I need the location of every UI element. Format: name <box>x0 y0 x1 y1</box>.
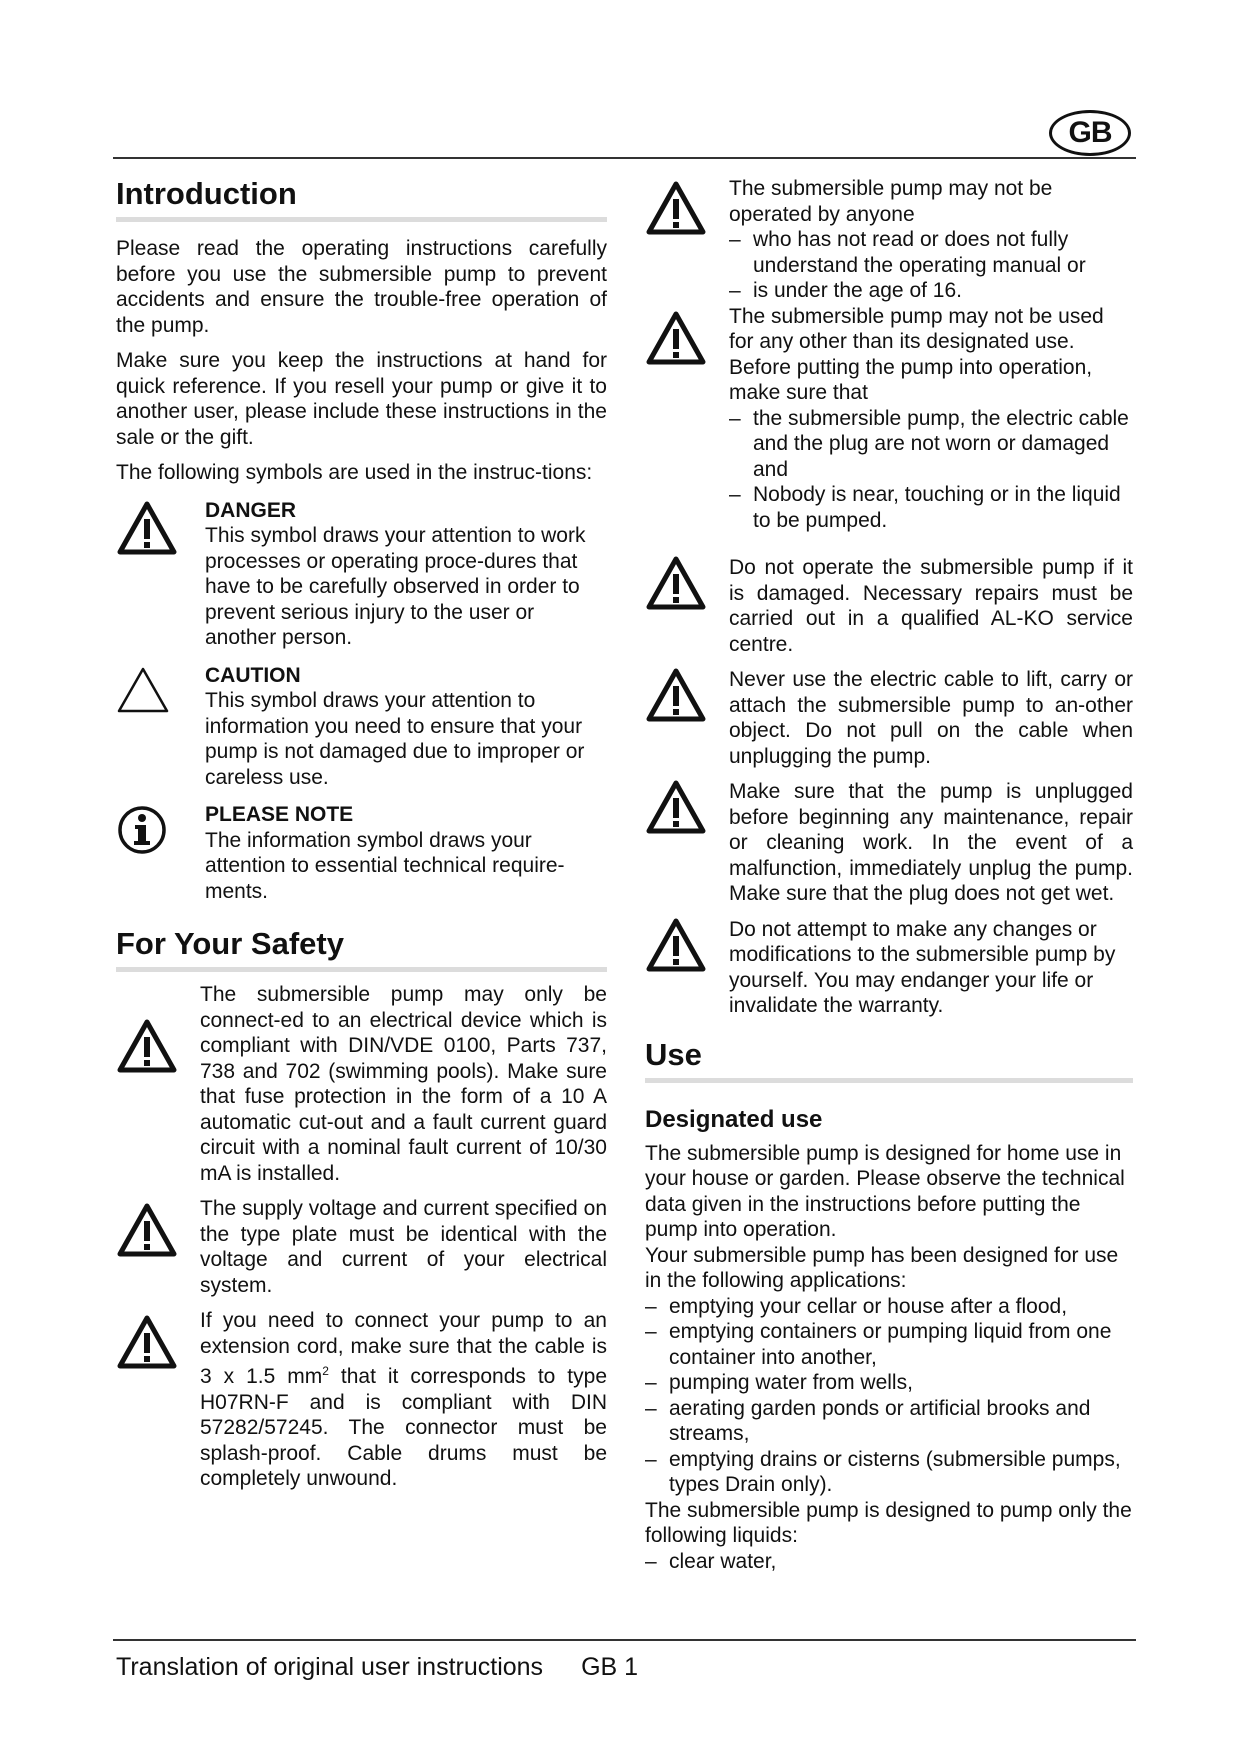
warning-damaged-text: Do not operate the submersible pump if it is damaged. Necessary repairs must be carried out in a qualified AL-KO service centre. <box>729 556 1133 656</box>
symbol-danger-text: This symbol draws your attention to work processes or operating proce-dures that have to be carefully observed in order to prevent serious injury to the user or another person. <box>205 524 586 649</box>
list-item: – who has not read or does not fully understand the operating manual or <box>729 228 1086 277</box>
warning-triangle-icon <box>645 304 729 366</box>
extension-text-after: that it corresponds to type H07RN-F and is compliant with DIN 57282/57245. The connector must be splash-proof. Cable drums must be completely unwound. <box>200 1365 607 1490</box>
list-item: – Nobody is near, touching or in the liquid to be pumped. <box>729 483 1121 532</box>
symbol-note-text: The information symbol draws your attention to essential technical require-ments. <box>205 828 565 903</box>
list-item: – clear water, <box>645 1549 777 1573</box>
info-circle-icon <box>116 802 205 856</box>
warning-use <box>645 304 1133 534</box>
use-paragraph-3: The submersible pump is designed to pump only the following liquids: <box>645 1498 1132 1547</box>
warning-use-intro: The submersible pump may not be used for any other than its designated use. Before putting the pump into operation, make sure that <box>729 304 1104 404</box>
safety-warning-3-text <box>200 1308 607 1492</box>
list-item: – aerating garden ponds or artificial brooks and streams, <box>645 1396 1091 1445</box>
warning-triangle-icon <box>116 498 205 556</box>
warning-modifications <box>645 917 1133 1019</box>
designated-use-heading: Designated use <box>645 1105 823 1133</box>
use-paragraph-1: The submersible pump is designed for home use in your house or garden. Please observe the technical data given in the instructions before putting the pump into operation. <box>645 1141 1125 1241</box>
extension-text-before: If you need to connect your pump to an extension cord, make sure that the cable is 3 x 1.5 mm <box>200 1309 607 1388</box>
use-paragraph-2: Your submersible pump has been designed for use in the following applications: <box>645 1243 1119 1292</box>
warning-triangle-icon <box>645 667 729 723</box>
use-heading: Use <box>645 1037 1133 1083</box>
warning-triangle-icon <box>645 917 729 973</box>
warning-damaged <box>645 555 1133 657</box>
introduction-heading: Introduction <box>116 176 607 222</box>
safety-warning-2 <box>116 1196 607 1298</box>
safety-warning-1-text: The submersible pump may only be connect-ed to an electrical device which is compliant with DIN/VDE 0100, Parts 737, 738 and 702 (swimming pools). Make sure that fuse protection in the form of a 10 A automatic cut-out and a fault current guard circuit with a nominal fault current of 10/30 mA is installed. <box>200 983 607 1185</box>
safety-warning-1 <box>116 982 607 1186</box>
warning-triangle-icon <box>645 555 729 611</box>
symbol-danger-title: DANGER <box>205 498 297 522</box>
warning-operator <box>645 176 1133 304</box>
page-number: GB 1 <box>581 1653 639 1681</box>
extension-superscript: 2 <box>322 1364 329 1378</box>
symbol-danger <box>116 498 607 651</box>
list-item: – is under the age of 16. <box>729 279 962 302</box>
intro-paragraph-3: The following symbols are used in the instruc-tions: <box>116 461 593 484</box>
warning-triangle-icon <box>116 982 200 1074</box>
warning-triangle-icon <box>116 1196 200 1258</box>
footer-rule <box>113 1639 1136 1641</box>
list-item: – emptying your cellar or house after a flood, <box>645 1294 1068 1318</box>
intro-paragraph-1: Please read the operating instructions carefully before you use the submersible pump to prevent accidents and ensure the trouble-free operation of the pump. <box>116 237 607 337</box>
list-item: – emptying drains or cisterns (submersible pumps, types Drain only). <box>645 1447 1121 1496</box>
symbol-caution-title: CAUTION <box>205 663 301 687</box>
warning-cable-text: Never use the electric cable to lift, carry or attach the submersible pump to an-other object. Do not pull on the cable when unplugging the pump. <box>729 668 1133 768</box>
list-item: – emptying containers or pumping liquid from one container into another, <box>645 1320 1112 1369</box>
intro-paragraph-2: Make sure you keep the instructions at hand for quick reference. If you resell your pump or give it to another user, please include these instructions in the sale or the gift. <box>116 349 607 449</box>
footer-text: Translation of original user instructions <box>116 1653 544 1681</box>
warning-unplug-text: Make sure that the pump is unplugged before beginning any maintenance, repair or cleaning work. In the event of a malfunction, immediately unplug the pump. Make sure that the plug does not get wet. <box>729 780 1133 905</box>
warning-unplug <box>645 779 1133 907</box>
warning-triangle-icon <box>645 779 729 835</box>
list-item: – pumping water from wells, <box>645 1371 913 1394</box>
caution-triangle-icon <box>116 663 205 715</box>
warning-triangle-icon <box>645 176 729 236</box>
symbol-caution-text: This symbol draws your attention to information you need to ensure that your pump is not damaged due to improper or careless use. <box>205 689 585 789</box>
symbol-note-title: PLEASE NOTE <box>205 803 354 826</box>
footer <box>116 1652 638 1682</box>
symbol-note <box>116 802 607 904</box>
safety-heading: For Your Safety <box>116 926 607 972</box>
warning-operator-intro: The submersible pump may not be operated by anyone <box>729 177 1053 226</box>
safety-warning-2-text: The supply voltage and current specified on the type plate must be identical with the voltage and current of your electrical system. <box>200 1197 607 1297</box>
right-column <box>645 176 1133 1574</box>
warning-triangle-icon <box>116 1308 200 1370</box>
safety-warning-3 <box>116 1308 607 1492</box>
list-item: – the submersible pump, the electric cable and the plug are not worn or damaged and <box>729 406 1129 481</box>
left-column <box>116 176 607 1492</box>
header-rule <box>113 157 1136 159</box>
language-badge: GB <box>1049 110 1131 156</box>
warning-modifications-text: Do not attempt to make any changes or modifications to the submersible pump by yourself. You may endanger your life or invalidate the warranty. <box>729 917 1116 1017</box>
warning-cable <box>645 667 1133 769</box>
symbol-caution <box>116 663 607 791</box>
